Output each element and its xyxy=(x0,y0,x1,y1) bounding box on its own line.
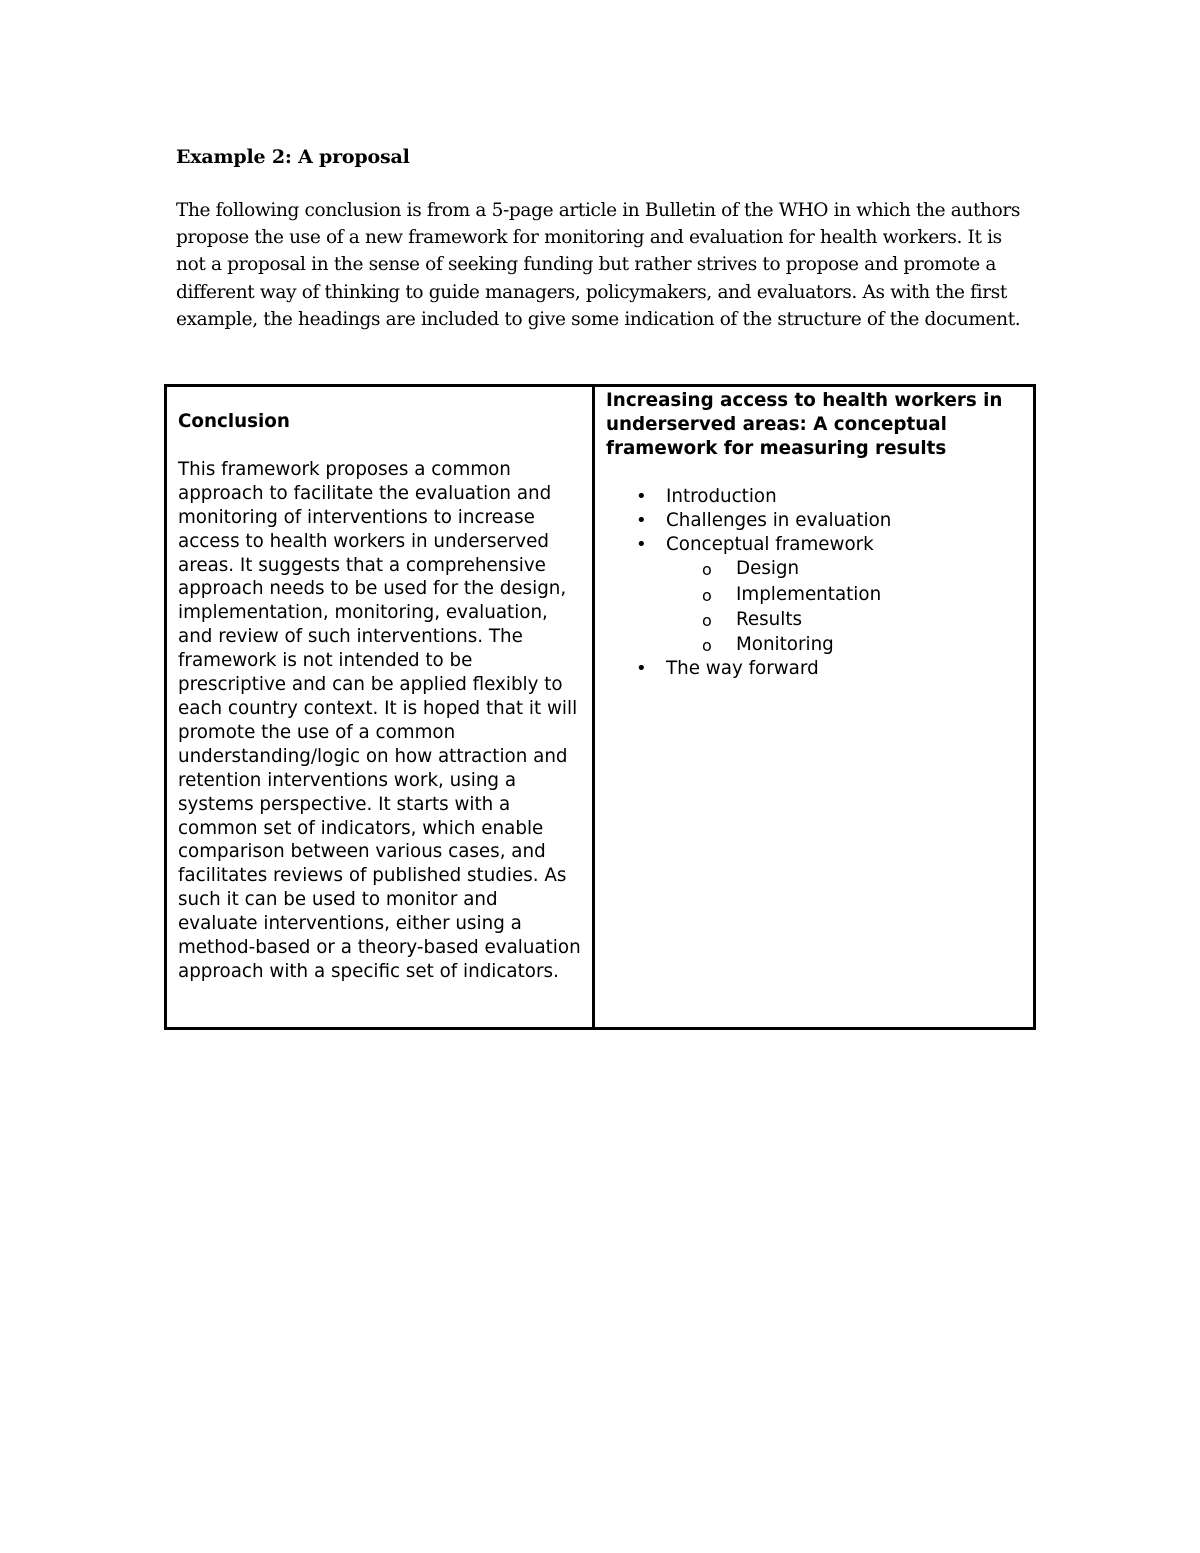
sub-outline-item xyxy=(666,607,1025,632)
sub-outline-item-label: Results xyxy=(736,608,803,630)
bullet-icon: • xyxy=(636,485,647,507)
sub-outline-item-label: Monitoring xyxy=(736,634,834,656)
conclusion-cell xyxy=(167,387,595,1027)
outline-item xyxy=(606,533,1025,658)
sub-bullet-icon: o xyxy=(702,585,712,605)
outline-item-label: Challenges in evaluation xyxy=(666,509,892,531)
outline-item xyxy=(606,485,1025,509)
conclusion-heading: Conclusion xyxy=(178,411,290,432)
summary-table xyxy=(164,384,1036,1030)
article-title: Increasing access to health workers in underserved areas: A conceptual framework for measuring results xyxy=(606,390,1003,459)
document-heading: Example 2: A proposal xyxy=(176,146,410,168)
outline-item-label: Introduction xyxy=(666,485,777,507)
sub-outline xyxy=(666,556,1025,657)
bullet-icon: • xyxy=(636,533,647,555)
intro-paragraph: The following conclusion is from a 5-page article in Bulletin of the WHO in which the authors propose the use of a new framework for monitoring and evaluation for health workers. It is not a proposal in the sense of seeking funding but rather strives to propose and promote a different way of thinking to guide managers, policymakers, and evaluators. As with the first example, the headings are included to give some indication of the structure of the document. xyxy=(176,200,1021,330)
article-structure-cell xyxy=(595,387,1033,1027)
sub-outline-item-label: Design xyxy=(736,558,800,580)
conclusion-text: This framework proposes a common approach to facilitate the evaluation and monitoring of interventions to increase access to health workers in underserved areas. It suggests that a comprehensive approach needs to be used for the design, implementation, monitoring, evaluation, and review of such interventions. The framework is not intended to be prescriptive and can be applied flexibly to each country context. It is hoped that it will promote the use of a common understanding/logic on how attraction and retention interventions work, using a systems perspective. It starts with a common set of indicators, which enable comparison between various cases, and facilitates reviews of published studies. As such it can be used to monitor and evaluate interventions, either using a method-based or a theory-based evaluation approach with a specific set of indicators. xyxy=(178,458,581,982)
sub-bullet-icon: o xyxy=(702,610,712,630)
bullet-icon: • xyxy=(636,658,647,680)
sub-outline-item xyxy=(666,556,1025,581)
sub-bullet-icon: o xyxy=(702,560,712,580)
outline-item-label: The way forward xyxy=(666,658,819,680)
outline-item xyxy=(606,657,1025,681)
sub-outline-item-label: Implementation xyxy=(736,583,882,605)
document-page xyxy=(176,143,1036,333)
sub-bullet-icon: o xyxy=(702,636,712,656)
bullet-icon: • xyxy=(636,509,647,531)
outline-item-label: Conceptual framework xyxy=(666,533,874,555)
sub-outline-item xyxy=(666,632,1025,657)
outline-item xyxy=(606,509,1025,533)
sub-outline-item xyxy=(666,582,1025,607)
article-outline xyxy=(606,485,1025,681)
